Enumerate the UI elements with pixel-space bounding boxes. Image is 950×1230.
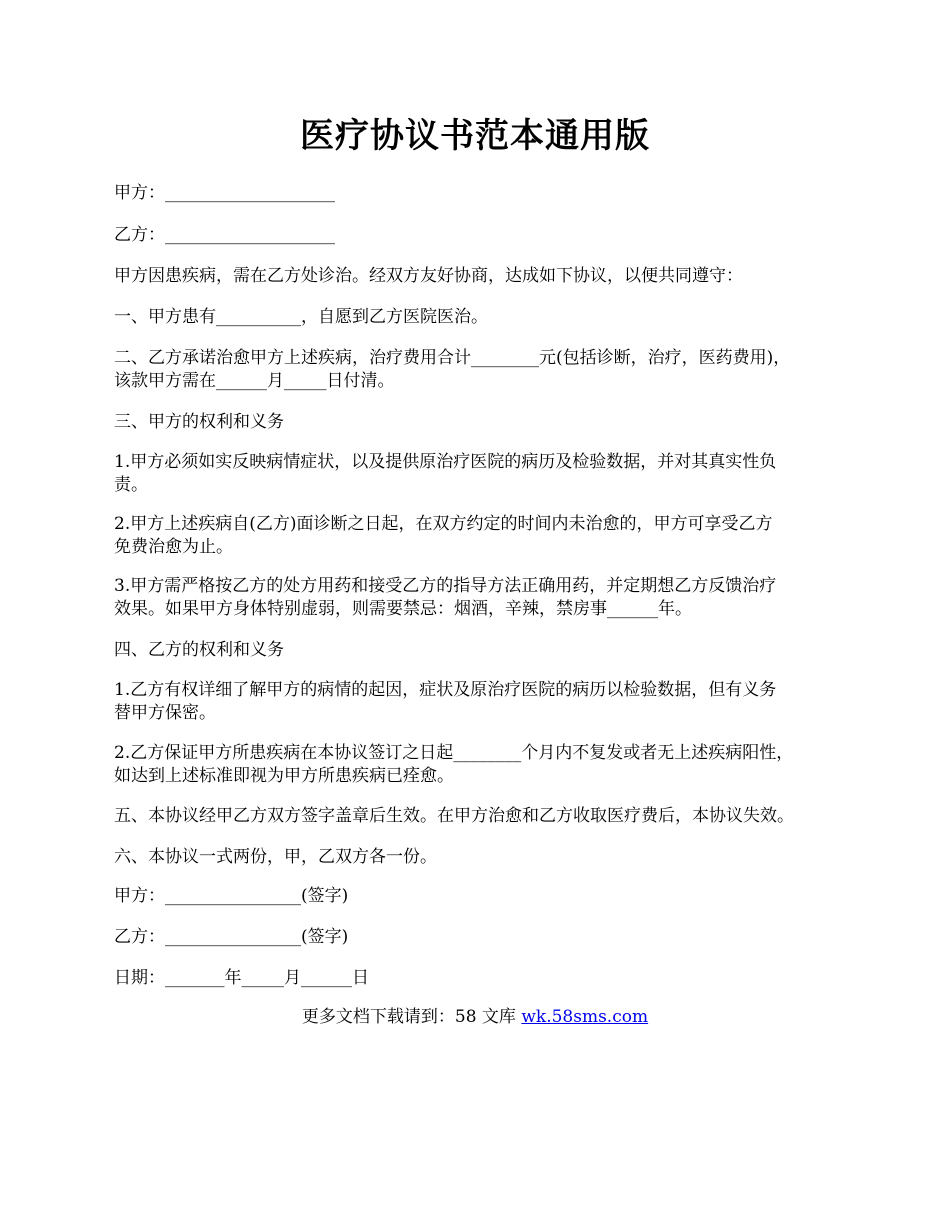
footer (0, 1005, 950, 1030)
preamble: 甲方因患疾病，需在乙方处诊治。经双方友好协商，达成如下协议，以便共同遵守： (114, 266, 743, 286)
section-3-item-1-line-1: 1.甲方必须如实反映病情症状，以及提供原治疗医院的病历及检验数据，并对其真实性负 (114, 452, 777, 472)
signature-party-a: 甲方：________________(签字) (114, 886, 349, 906)
section-4-item-1-line-2: 替甲方保密。 (114, 703, 216, 723)
footer-text: 更多文档下载请到：58 文库 (301, 1007, 522, 1027)
clause-1: 一、甲方患有__________，自愿到乙方医院医治。 (114, 307, 488, 327)
section-3-item-3-line-2: 效果。如果甲方身体特别虚弱，则需要禁忌：烟酒，辛辣，禁房事______年。 (114, 599, 692, 619)
section-4-item-1-line-1: 1.乙方有权详细了解甲方的病情的起因，症状及原治疗医院的病历以检验数据，但有义务 (114, 680, 777, 700)
section-3-item-2-line-2: 免费治愈为止。 (114, 537, 233, 557)
clause-2-line-1: 二、乙方承诺治愈甲方上述疾病，治疗费用合计________元(包括诊断，治疗，医药费用)， (114, 348, 791, 368)
clause-6: 六、本协议一式两份，甲，乙双方各一份。 (114, 847, 437, 867)
party-a-line: 甲方：____________________ (114, 183, 335, 203)
clause-5: 五、本协议经甲乙方双方签字盖章后生效。在甲方治愈和乙方收取医疗费后，本协议失效。 (114, 806, 794, 826)
signature-party-b: 乙方：________________(签字) (114, 927, 349, 947)
section-3-heading: 三、甲方的权利和义务 (114, 412, 284, 432)
section-3-item-3-line-1: 3.甲方需严格按乙方的处方用药和接受乙方的指导方法正确用药，并定期想乙方反馈治疗 (114, 576, 777, 596)
section-3-item-2-line-1: 2.甲方上述疾病自(乙方)面诊断之日起，在双方约定的时间内未治愈的，甲方可享受乙方 (114, 514, 773, 534)
party-b-line: 乙方：____________________ (114, 225, 335, 245)
signature-date: 日期：_______年_____月______日 (114, 968, 369, 988)
section-4-heading: 四、乙方的权利和义务 (114, 640, 284, 660)
footer-link[interactable]: wk.58sms.com (521, 1007, 649, 1027)
section-4-item-2-line-2: 如达到上述标准即视为甲方所患疾病已痊愈。 (114, 766, 454, 786)
clause-2-line-2: 该款甲方需在______月_____日付清。 (114, 371, 395, 391)
section-3-item-1-line-2: 责。 (114, 475, 148, 495)
section-4-item-2-line-1: 2.乙方保证甲方所患疾病在本协议签订之日起________个月内不复发或者无上述疾病阳性， (114, 743, 794, 763)
document-title: 医疗协议书范本通用版 (300, 116, 650, 156)
